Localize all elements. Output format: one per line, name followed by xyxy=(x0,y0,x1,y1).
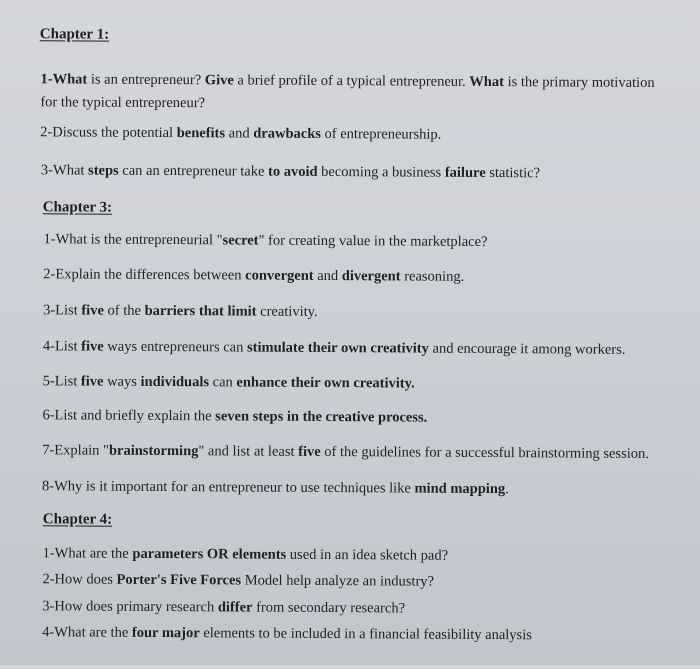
bold-text-segment: convergent xyxy=(245,267,314,284)
text-segment: 2-Explain the differences between xyxy=(43,266,246,284)
text-segment: ways xyxy=(103,373,141,390)
bold-text-segment: five xyxy=(81,302,104,319)
text-segment: becoming a business xyxy=(317,163,445,181)
bold-text-segment: brainstorming xyxy=(108,442,199,460)
text-segment: 2-Discuss the potential xyxy=(40,124,177,142)
bold-text-segment: benefits xyxy=(176,125,226,142)
bold-text-segment: failure xyxy=(444,164,486,181)
bold-text-segment: What xyxy=(469,73,505,91)
text-segment: 5-List xyxy=(42,373,81,390)
chapter-3-question-4 xyxy=(43,337,626,359)
bold-text-segment: parameters OR elements xyxy=(132,545,287,563)
chapter-3-question-7 xyxy=(42,441,649,463)
text-segment: Model help analyze an industry? xyxy=(241,572,435,590)
text-segment: a brief profile of a typical entrepreneur. xyxy=(233,72,470,90)
bold-text-segment: five xyxy=(298,443,321,460)
bold-text-segment: four major xyxy=(131,624,200,642)
bold-text-segment: enhance their own creativity. xyxy=(236,374,415,392)
bold-text-segment: steps xyxy=(88,162,119,179)
text-segment: 2-How does xyxy=(42,571,117,588)
bold-text-segment: five xyxy=(81,338,104,355)
bold-text-segment: to avoid xyxy=(267,163,318,180)
bold-text-segment: divergent xyxy=(341,268,401,285)
text-segment: of the xyxy=(103,302,145,319)
text-segment: 4-What are the xyxy=(42,624,132,641)
chapter-3-question-1 xyxy=(43,230,487,251)
text-segment: elements to be included in a financial feasibility analysis xyxy=(199,625,532,644)
text-segment: 6-List and briefly explain the xyxy=(42,407,216,425)
text-segment: 8-Why is it important for an entrepreneur to use techniques like xyxy=(41,478,415,497)
bold-text-segment: differ xyxy=(217,599,253,616)
text-segment: 1-What are the xyxy=(42,545,133,562)
text-segment: " and list at least xyxy=(198,443,299,460)
bold-text-segment: Give xyxy=(204,72,234,89)
chapter-3-question-5 xyxy=(43,372,415,392)
text-segment: can xyxy=(209,374,237,391)
text-segment: ways entrepreneurs can xyxy=(103,338,248,356)
text-segment: creativity. xyxy=(256,303,318,320)
text-segment: from secondary research? xyxy=(252,599,406,617)
text-segment: 4-List xyxy=(42,338,82,355)
bold-text-segment: seven steps in the creative process. xyxy=(215,408,428,426)
bold-text-segment: secret xyxy=(222,232,259,249)
text-segment: " for creating value in the marketplace? xyxy=(258,232,488,250)
text-segment: of the guidelines for a successful brainstorming session. xyxy=(320,443,649,462)
text-segment: used in an idea sketch pad? xyxy=(286,546,449,564)
text-segment: is the primary motivation xyxy=(503,74,655,92)
bold-text-segment: stimulate their own creativity xyxy=(246,339,429,357)
chapter-1-question-1-line-2 xyxy=(40,93,205,112)
chapter-1-question-3 xyxy=(41,161,540,182)
text-segment: can an entrepreneur take xyxy=(118,162,269,180)
bold-text-segment: 1-What xyxy=(40,71,88,88)
chapter-3-question-8 xyxy=(42,477,509,498)
text-segment: 7-Explain " xyxy=(42,442,110,459)
chapter-3-question-3 xyxy=(43,301,318,321)
chapter-1-heading: Chapter 1: xyxy=(39,26,110,43)
text-segment: and xyxy=(313,267,342,285)
text-segment: and xyxy=(225,125,254,142)
chapter-1-question-2 xyxy=(40,123,441,143)
chapter-3-question-2 xyxy=(43,265,464,286)
bold-text-segment: barriers that limit xyxy=(144,302,257,320)
chapter-1-question-1-line-1 xyxy=(40,70,654,92)
bold-text-segment: drawbacks xyxy=(253,125,321,142)
text-segment: for the typical entrepreneur? xyxy=(40,94,206,112)
text-segment: . xyxy=(505,481,509,498)
text-segment: statistic? xyxy=(485,164,541,182)
bold-text-segment: five xyxy=(80,373,104,390)
chapter-4-heading: Chapter 4: xyxy=(42,511,113,528)
text-segment: 3-What xyxy=(40,162,89,179)
text-segment: 3-How does primary research xyxy=(42,598,218,616)
chapter-4-question-1 xyxy=(43,544,449,564)
bold-text-segment: individuals xyxy=(140,373,210,391)
text-segment: of entrepreneurship. xyxy=(320,125,442,143)
bold-text-segment: mind mapping xyxy=(414,480,506,498)
chapter-3-heading: Chapter 3: xyxy=(42,199,113,216)
bold-text-segment: Porter's Five Forces xyxy=(116,571,242,589)
text-segment: reasoning. xyxy=(400,268,465,285)
chapter-3-question-6 xyxy=(42,406,427,426)
chapter-4-question-4 xyxy=(42,623,532,644)
chapter-4-question-2 xyxy=(42,570,434,590)
text-segment: and encourage it among workers. xyxy=(428,340,626,358)
chapter-4-question-3 xyxy=(42,597,405,617)
text-segment: 3-List xyxy=(43,302,82,319)
text-segment: 1-What is the entrepreneurial " xyxy=(43,231,223,249)
text-segment: is an entrepreneur? xyxy=(87,71,205,89)
